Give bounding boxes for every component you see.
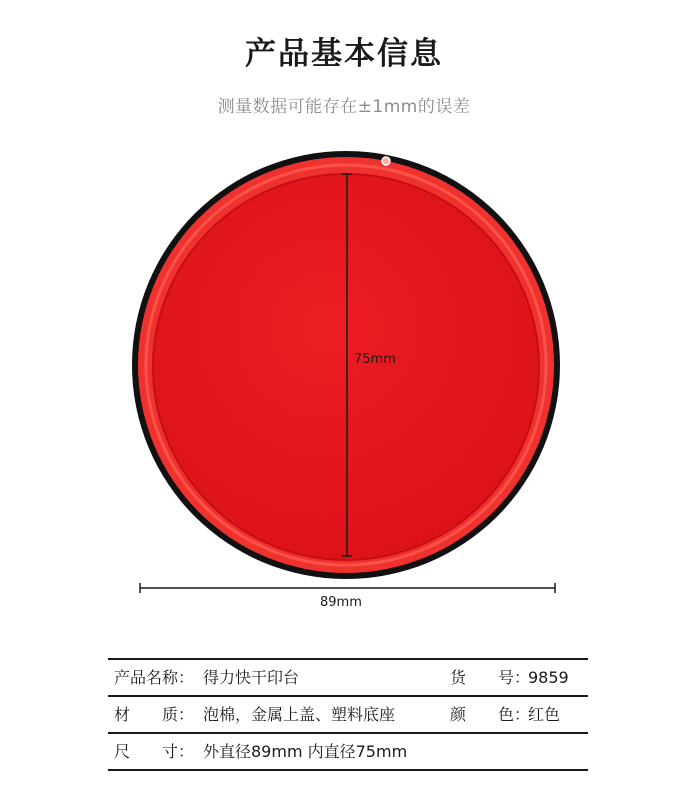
spec-value-material: 泡棉，金属上盖、塑料底座 [203,705,396,724]
page-title: 产品基本信息 [245,36,443,72]
measurement-note: 测量数据可能存在±1mm的误差 [217,97,471,117]
spec-label-material: 材 质： [114,705,195,724]
ink-pad-illustration [0,140,688,600]
spec-label-color: 颜 色： [450,705,531,724]
outer-diameter-label: 89mm [320,595,362,610]
outer-diameter-measure [140,583,555,593]
spec-label-name: 产品名称： [114,668,195,687]
spec-label-size: 尺 寸： [114,742,195,761]
spec-value-name: 得力快干印台 [203,668,300,687]
spec-label-sku: 货 号： [450,668,531,687]
spec-value-color: 红色 [528,705,561,724]
spec-row-name [108,660,588,697]
spec-row-material [108,697,588,734]
spec-value-sku: 9859 [528,668,569,687]
spec-value-size: 外直径89mm 内直径75mm [203,742,408,761]
spec-row-size [108,734,588,771]
spec-table [108,658,588,771]
inner-diameter-label: 75mm [354,352,396,367]
hinge-dot [382,157,390,165]
